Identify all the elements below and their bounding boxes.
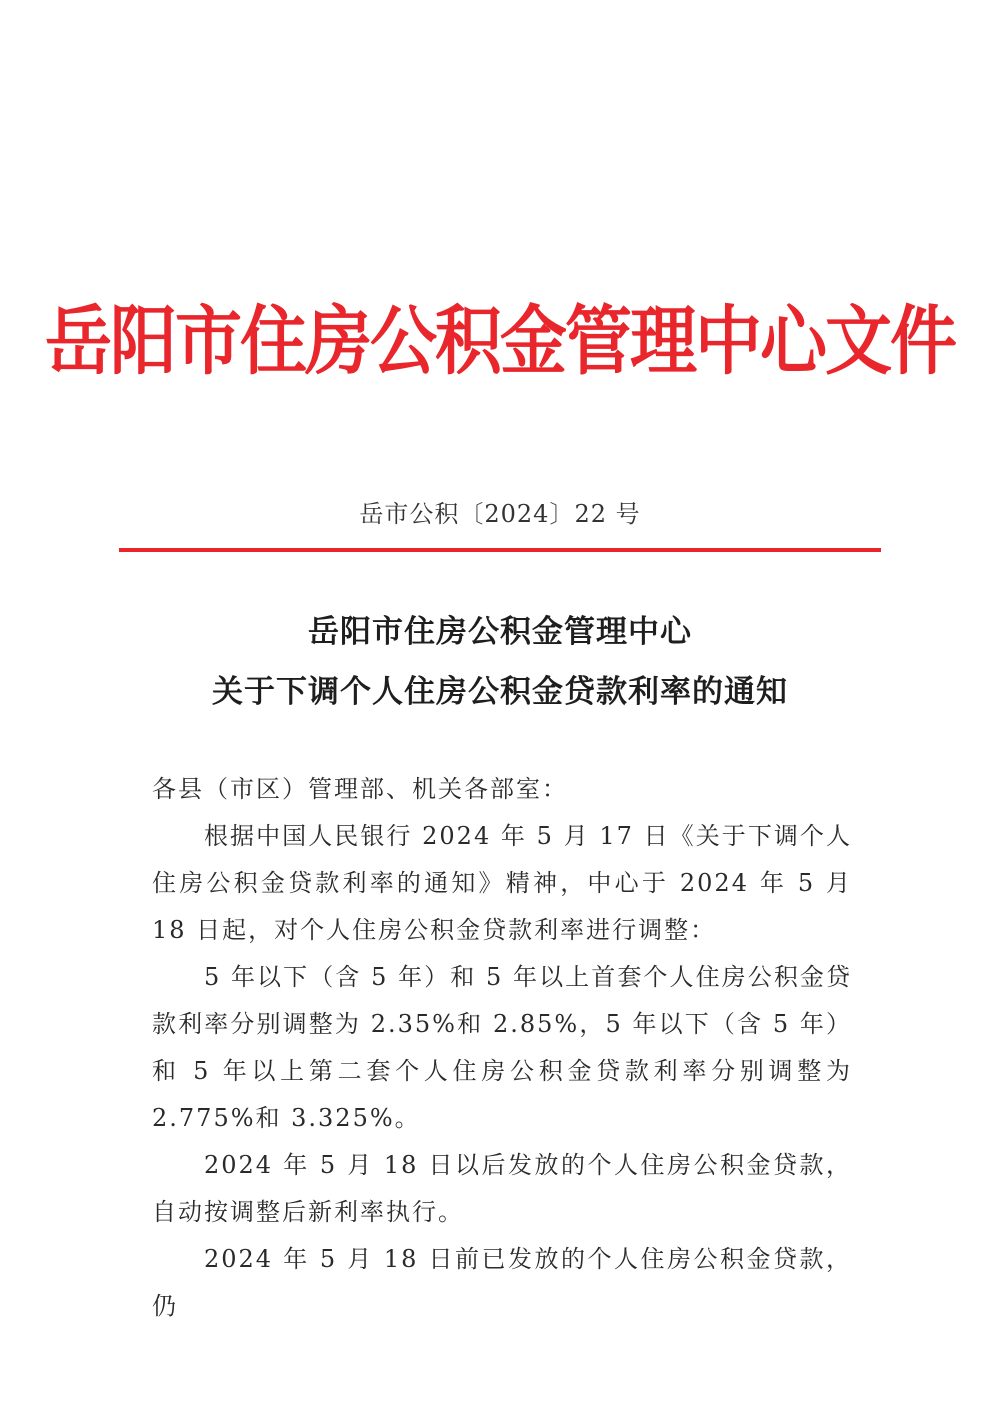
notice-title-line-2: 关于下调个人住房公积金贷款利率的通知 — [212, 674, 788, 710]
salutation: 各县（市区）管理部、机关各部室： — [152, 775, 568, 803]
body-paragraph-3: 2024 年 5 月 18 日以后发放的个人住房公积金贷款，自动按调整后新利率执行。 — [152, 1151, 852, 1226]
notice-body — [152, 766, 852, 1330]
document-number: 岳市公积〔2024〕22 号 — [359, 500, 641, 528]
body-paragraph-1: 根据中国人民银行 2024 年 5 月 17 日《关于下调个人住房公积金贷款利率的通知》精神，中心于 2024 年 5 月 18 日起，对个人住房公积金贷款利率进行调整： — [152, 822, 852, 944]
body-paragraph-4: 2024 年 5 月 18 日前已发放的个人住房公积金贷款，仍 — [152, 1245, 852, 1320]
notice-title — [0, 602, 1000, 722]
notice-title-line-1: 岳阳市住房公积金管理中心 — [308, 614, 692, 650]
masthead-title: 岳阳市住房公积金管理中心文件 — [45, 296, 955, 385]
red-divider-line — [119, 548, 881, 552]
body-paragraph-2: 5 年以下（含 5 年）和 5 年以上首套个人住房公积金贷款利率分别调整为 2.35%和 2.85%，5 年以下（含 5 年）和 5 年以上第二套个人住房公积金贷款利率分别调整为 2.775%和 3.325%。 — [152, 963, 852, 1132]
